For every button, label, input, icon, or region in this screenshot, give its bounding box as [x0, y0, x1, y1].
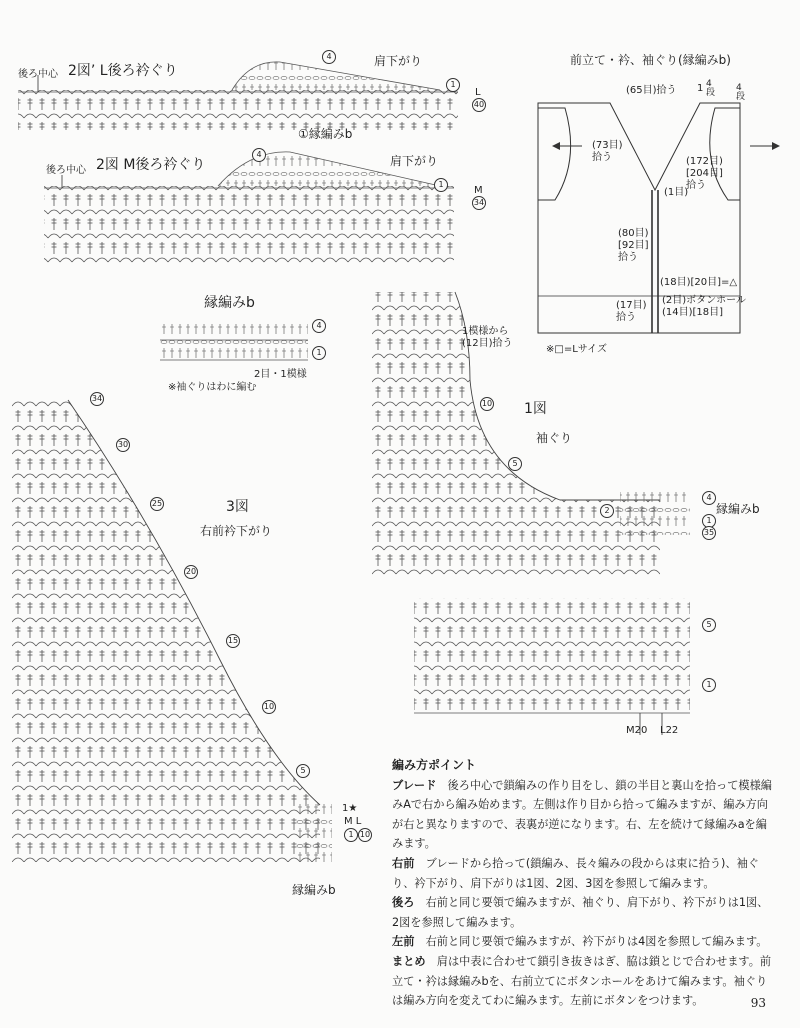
- notes-paragraph: [392, 854, 774, 893]
- notes-subheading: 左前: [392, 935, 415, 949]
- notes-subheading: まとめ: [392, 954, 426, 968]
- fig2L-row-1: 1: [446, 78, 460, 92]
- schematic-front-17: (17目) 拾う: [616, 300, 647, 323]
- fig2M-shoulder-label: 肩下がり: [390, 154, 439, 168]
- fig3-row-20: 20: [184, 565, 198, 579]
- notes-text: 右前と同じ要領で編みますが、袖ぐり、肩下がり、衿下がりは1図、2図を参照して編みます。: [392, 896, 769, 929]
- fig3-title: 3図: [226, 499, 249, 515]
- fig3-row-15: 15: [226, 634, 240, 648]
- edging-row-1: 1: [312, 346, 326, 360]
- fig1-size-l: L22: [660, 725, 679, 736]
- schematic-front-18: (18目)[20目]=△: [660, 277, 738, 288]
- fig3-row-5: 5: [296, 764, 310, 778]
- edging-repeat: 2目・1模様: [254, 369, 307, 380]
- fig2M-border-label: ①縁編みb: [298, 127, 353, 141]
- fig2L-row-4: 4: [322, 50, 336, 64]
- notes-paragraph: [392, 776, 774, 854]
- schematic-buttonhole: (2目)ボタンホール: [662, 295, 746, 306]
- fig2L-row-mark: 40: [472, 98, 486, 112]
- knitting-notes: [392, 756, 774, 1011]
- fig3-row-10: 10: [262, 700, 276, 714]
- notes-paragraph: [392, 932, 774, 952]
- fig3-size-l-mark: 10: [358, 828, 372, 842]
- fig1-row-10: 10: [480, 397, 494, 411]
- fig1-top-row-4: 4: [702, 491, 716, 505]
- fig1-border-label: 縁編みb: [716, 502, 760, 516]
- fig2M-title: 2図 M後ろ衿ぐり: [96, 157, 206, 173]
- notes-text: 肩は中表に合わせて鎖引き抜きはぎ、脇は鎖とじで合わせます。前立て・衿は縁編みbを、右前立てにボタンホールをあけて編みます。袖ぐりは編み方向を変えてわに編みます。左前にボタンをつけます。: [392, 954, 772, 1008]
- fig3-size-m-mark: 1: [344, 828, 358, 842]
- fig3-sizes: M L: [344, 816, 362, 827]
- notes-paragraph: [392, 893, 774, 932]
- schematic-step-4a: 4段: [706, 79, 716, 98]
- fig3-row-30: 30: [116, 438, 130, 452]
- schematic-legend: ※□=Lサイズ: [546, 344, 607, 355]
- edging-b-chart: [160, 320, 308, 360]
- fig1-chart: [372, 292, 690, 735]
- fig1-subtitle: 袖ぐり: [536, 431, 573, 445]
- fig1-low-row-5: 5: [702, 618, 716, 632]
- edging-note: ※袖ぐりはわに編む: [168, 382, 257, 393]
- schematic-armhole: (172目) [204目] 拾う: [686, 156, 723, 191]
- schematic-one: (1目): [664, 187, 689, 198]
- fig1-row-2: 2: [600, 504, 614, 518]
- fig2L-size-letter: L: [475, 87, 481, 98]
- fig3-star-row: 1★: [342, 803, 358, 814]
- notes-text: 後ろ中心で鎖編みの作り目をし、鎖の半目と裏山を拾って模様編みAで右から編み始めます。左側は作り目から拾って編みますが、編み方向が右と異なりますので、表裏が逆になります。右、左を続けて縁編みaを編みます。: [392, 778, 772, 851]
- fig2M-row-mark: 34: [472, 196, 486, 210]
- fig3-row-34: 34: [90, 392, 104, 406]
- page-number: 93: [750, 996, 766, 1010]
- fig2M-size-letter: M: [474, 185, 483, 196]
- fig3-subtitle: 右前衿下がり: [200, 524, 273, 538]
- edging-row-4: 4: [312, 319, 326, 333]
- notes-subheading: ブレード: [392, 778, 437, 792]
- fig2L-center-label: 後ろ中心: [18, 69, 58, 80]
- fig2L-shoulder-label: 肩下がり: [374, 54, 423, 68]
- fig2L-title: 2図’ L後ろ衿ぐり: [68, 63, 178, 79]
- notes-subheading: 右前: [392, 856, 415, 870]
- schematic-neck-back: (65目)拾う: [626, 85, 677, 96]
- fig2M-row-1: 1: [434, 178, 448, 192]
- fig1-top-row-1: 1: [702, 514, 716, 528]
- schematic-step-4b: 4段: [736, 83, 746, 102]
- schematic-btn-14: (14目)[18目]: [662, 307, 724, 318]
- edging-title: 縁編みb: [204, 295, 255, 311]
- fig2M-center-label: 後ろ中心: [46, 165, 86, 176]
- notes-paragraph: [392, 952, 774, 1011]
- fig1-pickup: 1模様から (12目)拾う: [462, 326, 513, 349]
- schematic-left-front: (73目) 拾う: [592, 140, 623, 163]
- fig1-size-m: M20: [626, 725, 648, 736]
- fig3-row-25: 25: [150, 497, 164, 511]
- fig1-low-row-1: 1: [702, 678, 716, 692]
- notes-text: 右前と同じ要領で編みますが、衿下がりは4図を参照して編みます。: [425, 935, 768, 949]
- notes-subheading: 後ろ: [392, 896, 415, 910]
- fig2M-row-4: 4: [252, 148, 266, 162]
- schematic-step-1: 1: [697, 83, 704, 94]
- fig3-chart: [12, 400, 332, 862]
- fig1-row-35: 35: [702, 526, 716, 540]
- notes-text: ブレードから拾って(鎖編み、長々編みの段からは束に拾う)、袖ぐり、衿下がり、肩下がりは1図、2図、3図を参照して編みます。: [392, 856, 759, 890]
- fig3-border-label: 縁編みb: [292, 883, 336, 897]
- schematic-front-80: (80目) [92目] 拾う: [618, 228, 649, 263]
- fig1-title: 1図: [524, 401, 547, 417]
- schematic-title: 前立て・衿、袖ぐり(縁編みb): [570, 53, 731, 67]
- notes-heading: 編み方ポイント: [392, 758, 477, 772]
- fig1-row-5: 5: [508, 457, 522, 471]
